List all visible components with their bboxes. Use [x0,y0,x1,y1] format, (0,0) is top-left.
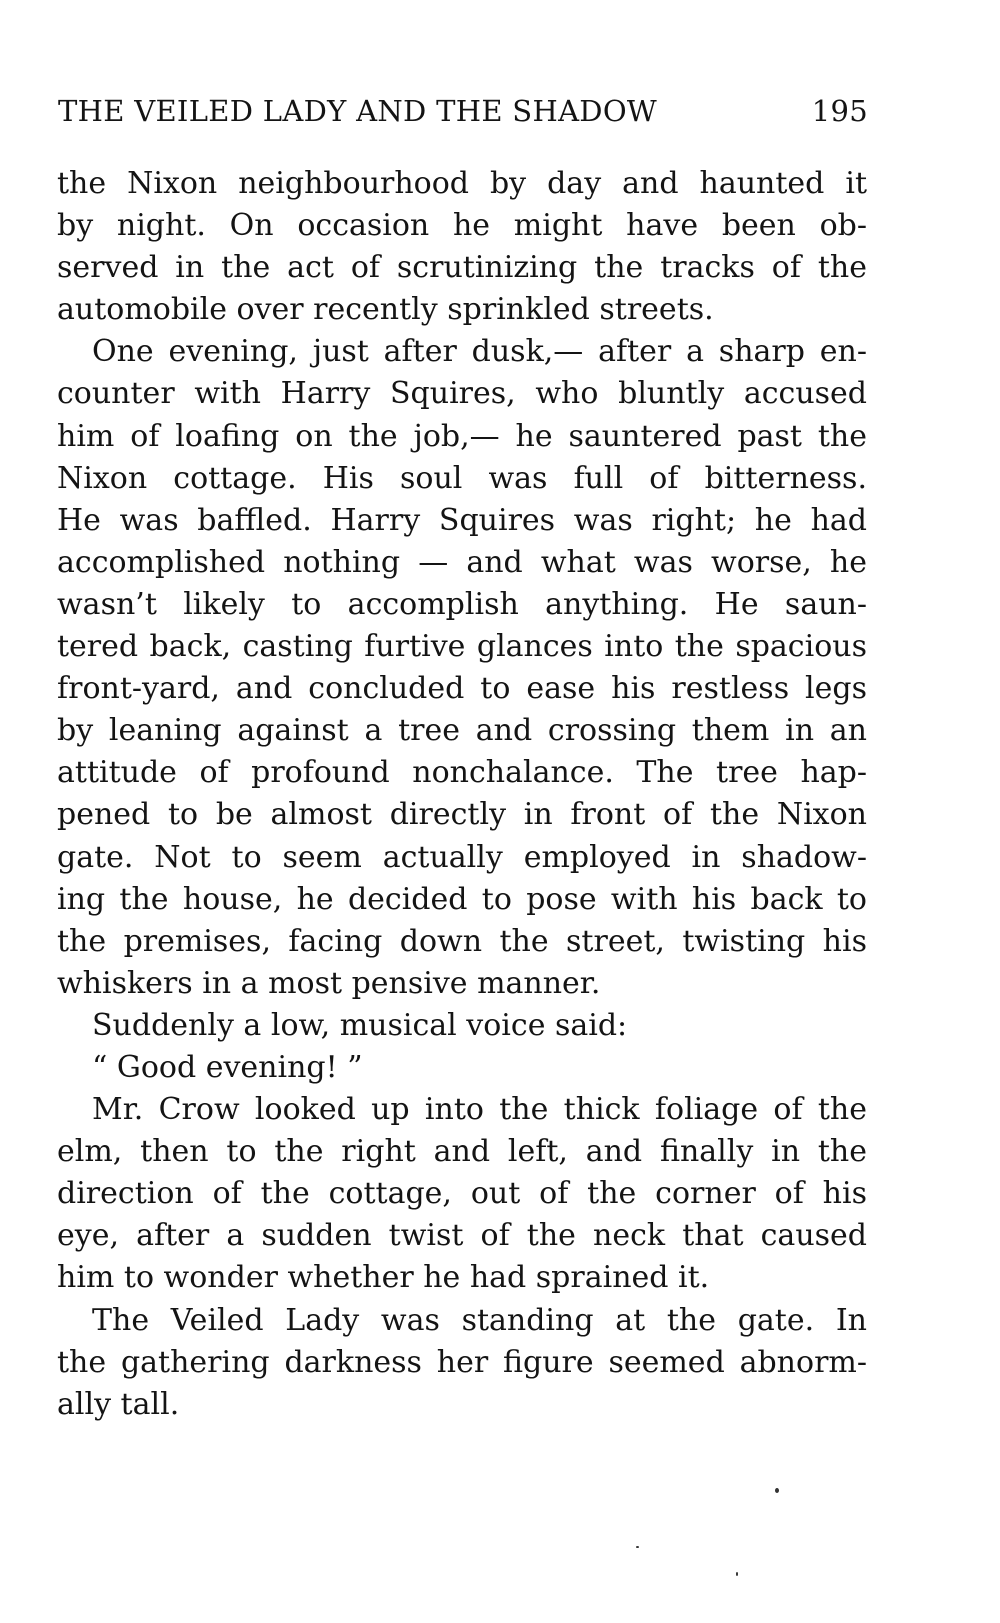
text-line: served in the act of scrutinizing the tracks of the [57,250,867,286]
text-line: He was baffled. Harry Squires was right; he had [57,502,867,538]
text-line: the Nixon neighbourhood by day and haunted it [57,166,867,201]
text-line: wasn’t likely to accomplish anything. He saun- [57,586,867,622]
text-line: by night. On occasion he might have been ob- [57,208,867,244]
text-line: Nixon cottage. His soul was full of bitterness. [57,460,867,496]
text-line: the premises, facing down the street, twisting his [57,923,867,959]
text-line: attitude of profound nonchalance. The tree hap- [57,755,867,791]
text-line: “ Good evening! ” [92,1049,363,1085]
text-line: automobile over recently sprinkled streets. [57,292,714,328]
text-line: elm, then to the right and left, and finally in the [57,1134,867,1170]
text-line: The Veiled Lady was standing at the gate. In [92,1302,867,1338]
text-line: Suddenly a low, musical voice said: [92,1007,628,1043]
text-line: him of loafing on the job,— he sauntered past the [57,418,867,454]
running-title: THE VEILED LADY AND THE SHADOW [58,94,658,128]
text-line: One evening, just after dusk,— after a sharp en- [92,334,867,370]
text-line: direction of the cottage, out of the corner of his [57,1176,867,1212]
text-line: him to wonder whether he had sprained it. [57,1260,710,1296]
text-line: ing the house, he decided to pose with his back to [57,881,867,917]
running-head [58,94,868,134]
print-speck [775,1488,779,1493]
text-line: accomplished nothing — and what was worse, he [57,544,867,580]
text-line: Mr. Crow looked up into the thick foliage of the [92,1092,867,1128]
text-line: counter with Harry Squires, who bluntly accused [57,376,867,412]
text-line: pened to be almost directly in front of the Nixon [57,797,867,833]
body-text [57,163,867,1426]
page-number: 195 [811,94,868,128]
text-line: front-yard, and concluded to ease his restless legs [57,671,867,707]
text-line: whiskers in a most pensive manner. [57,965,601,1001]
text-line: the gathering darkness her figure seemed abnorm- [57,1344,867,1380]
text-line: eye, after a sudden twist of the neck that caused [57,1218,867,1254]
print-speck [636,1546,639,1548]
print-speck [736,1572,738,1576]
text-line: gate. Not to seem actually employed in shadow- [57,839,867,875]
text-line: ally tall. [57,1386,180,1422]
text-line: by leaning against a tree and crossing them in an [57,713,867,749]
text-line: tered back, casting furtive glances into the spacious [57,629,867,665]
